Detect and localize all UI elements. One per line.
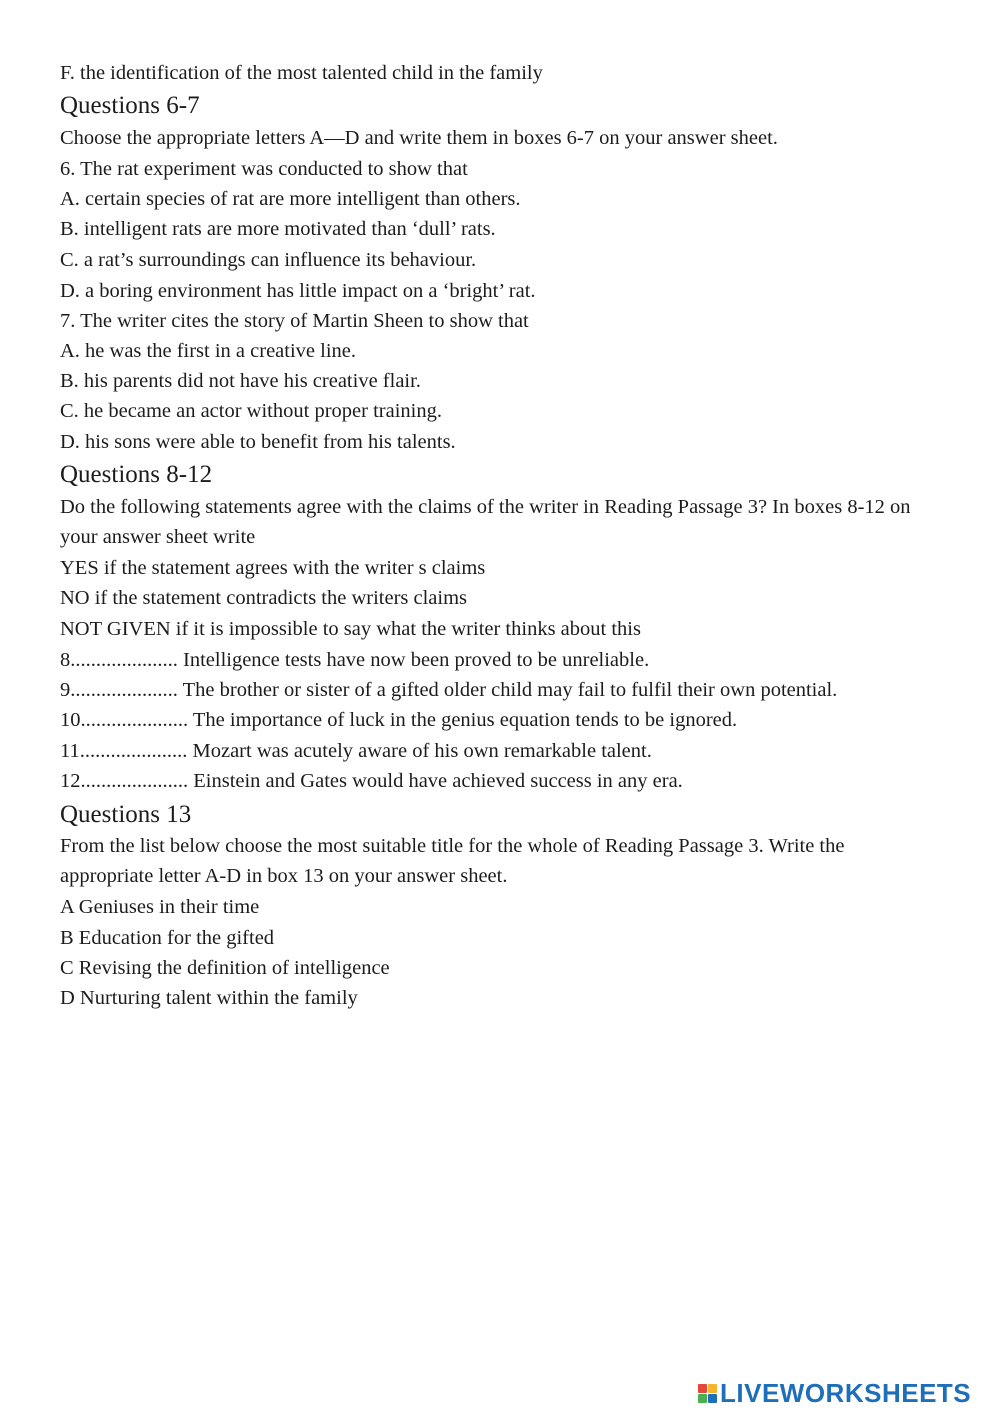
question-6-option-a: A. certain species of rat are more intelligent than others. (60, 188, 521, 210)
heading-questions-8-12: Questions 8-12 (60, 461, 213, 488)
statement-10-text: The importance of luck in the genius equation tends to be ignored. (188, 709, 738, 731)
key-yes: YES if the statement agrees with the writer s claims (60, 557, 486, 579)
question-7-option-b: B. his parents did not have his creative flair. (60, 370, 421, 392)
key-no: NO if the statement contradicts the writers claims (60, 587, 468, 609)
statement-12-text: Einstein and Gates would have achieved success in any era. (188, 770, 683, 792)
key-not-given: NOT GIVEN if it is impossible to say what the writer thinks about this (60, 618, 641, 640)
statement-11-text: Mozart was acutely aware of his own remarkable talent. (187, 740, 652, 762)
liveworksheets-logo-text: LIVEWORKSHEETS (720, 1377, 972, 1408)
question-6-option-d: D. a boring environment has little impact on a ‘bright’ rat. (60, 280, 536, 302)
liveworksheets-logo-icon (698, 1384, 717, 1403)
question-7-option-c: C. he became an actor without proper training. (60, 400, 442, 422)
title-option-d: D Nurturing talent within the family (60, 987, 358, 1009)
title-option-c: C Revising the definition of intelligence (60, 957, 390, 979)
statement-9 (60, 678, 837, 702)
instruction-6-7: Choose the appropriate letters A—D and write them in boxes 6-7 on your answer sheet. (60, 127, 778, 149)
instruction-8-12: Do the following statements agree with the claims of the writer in Reading Passage 3? In boxes 8-12 on your answer sheet write (60, 496, 911, 548)
title-option-b: B Education for the gifted (60, 927, 275, 949)
answer-blank-9[interactable]: 9..................... (60, 679, 178, 701)
answer-blank-11[interactable]: 11..................... (60, 740, 188, 762)
answer-blank-12[interactable]: 12..................... (60, 770, 189, 792)
option-f-line: F. the identification of the most talented child in the family (60, 62, 543, 84)
liveworksheets-logo (698, 1378, 971, 1408)
statement-11 (60, 739, 652, 763)
instruction-13: From the list below choose the most suitable title for the whole of Reading Passage 3. Write the appropriate letter A-D in box 13 on your answer sheet. (60, 835, 845, 887)
question-7-option-a: A. he was the first in a creative line. (60, 340, 356, 362)
answer-blank-8[interactable]: 8..................... (60, 649, 178, 671)
heading-questions-6-7: Questions 6-7 (60, 92, 200, 119)
statement-8-text: Intelligence tests have now been proved to be unreliable. (177, 649, 650, 671)
heading-questions-13: Questions 13 (60, 801, 192, 828)
question-7: 7. The writer cites the story of Martin Sheen to show that (60, 310, 529, 332)
question-6: 6. The rat experiment was conducted to show that (60, 158, 468, 180)
title-option-a: A Geniuses in their time (60, 896, 260, 918)
question-6-option-b: B. intelligent rats are more motivated than ‘dull’ rats. (60, 218, 496, 240)
statement-10 (60, 708, 737, 732)
statement-12 (60, 769, 683, 793)
answer-blank-10[interactable]: 10..................... (60, 709, 189, 731)
statement-9-text: The brother or sister of a gifted older child may fail to fulfil their own potential. (177, 679, 838, 701)
question-7-option-d: D. his sons were able to benefit from his talents. (60, 431, 456, 453)
statement-8 (60, 648, 649, 672)
question-6-option-c: C. a rat’s surroundings can influence its behaviour. (60, 249, 477, 271)
